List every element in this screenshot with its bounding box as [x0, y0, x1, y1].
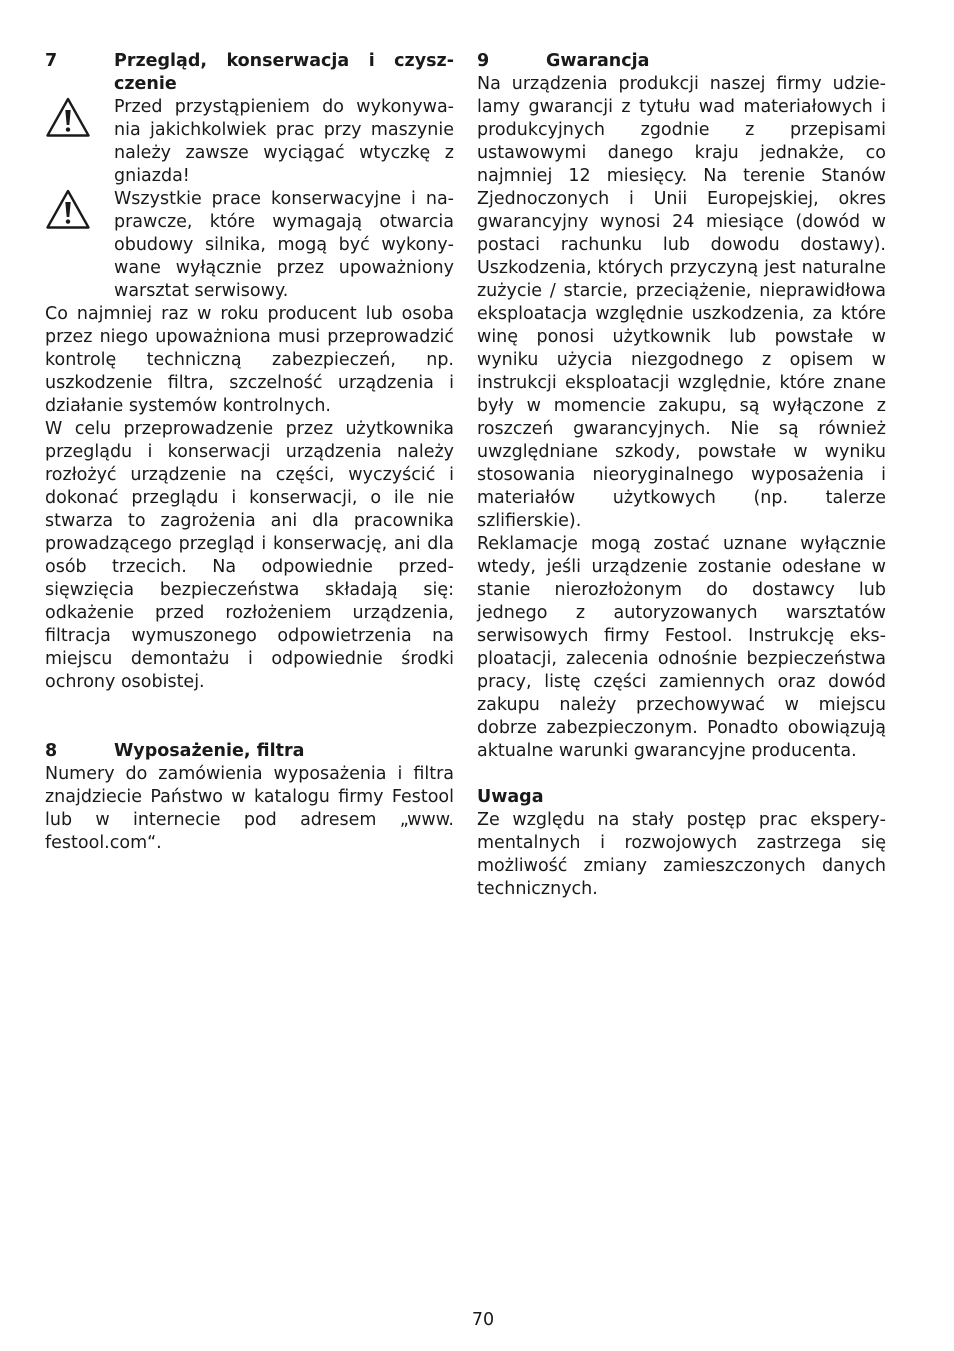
- warning-block-1: [45, 96, 454, 188]
- note-heading: Uwaga: [477, 787, 544, 807]
- page-number: 70: [471, 1310, 495, 1330]
- section-9-paragraph-2: Reklamacje mogą zostać uznane wyłącznie wtedy, jeśli urządzenie zostanie odesłane w stanie nierozłożonym do dostawcy lub jednego z autoryzowanych warsztatów serwisowych firmy Festool. Instrukcję eksploatacji, zalecenia odnośnie bezpieczeństwa pracy, listę części zamiennych oraz dowód zakupu należy przechowywać w miejscu dobrze zabezpieczonym. Ponadto obowiązują aktualne warunki gwarancyjne producenta.: [477, 534, 886, 761]
- section-7-paragraph-2: W celu przeprowadzenie przez użytkownika przeglądu i konserwacji urządzenia należy rozłożyć urządzenie na części, wyczyścić i dokonać przeglądu i konserwacji, o ile nie stwarza to zagrożenia ani dla pracownika prowadzącego przegląd i konserwację, ani dla osób trzecich. Na odpowiednie przedsięwzięcia bezpieczeństwa składają się: odkażenie przed rozłożeniem urządzenia, filtracja wymuszonego odpowietrzenia na miejscu demontażu i odpowiednie środki ochrony osobistej.: [45, 419, 454, 692]
- spacer: [477, 763, 886, 786]
- warning-text-2: Wszystkie prace konserwacyjne i naprawcze, które wymagają otwarcia obudowy silnika, mogą być wykonywane wyłącznie przez upoważniony warsztat serwisowy.: [114, 189, 454, 301]
- warning-triangle-icon: [45, 188, 114, 303]
- section-8-paragraph-1: Numery do zamówienia wyposażenia i filtra znajdziecie Państwo w katalogu firmy Festool lub w internecie pod adresem „www. festool.com“.: [45, 764, 454, 853]
- section-8-number: 8: [45, 741, 58, 761]
- section-9-paragraph-1: Na urządzenia produkcji naszej firmy udzielamy gwarancji z tytułu wad materiałowych i produkcyjnych zgodnie z przepisami ustawowymi danego kraju jednakże, co najmniej 12 miesięcy. Na terenie Stanów Zjednoczonych i Unii Europejskiej, okres gwarancyjny wynosi 24 miesiące (dowód w postaci rachunku lub dowodu dostawy). Uszkodzenia, których przyczyną jest naturalne zużycie / starcie, przeciążenie, nieprawidłowa eksploatacja względnie uszkodzenia, za które winę ponosi użytkownik lub powstałe w wyniku użycia niezgodnego z opisem w instrukcji eksploatacji względnie, które znane były w momencie zakupu, są wyłączone z roszczeń gwarancyjnych. Nie są również uwzględniane szkody, powstałe w wyniku stosowania nieoryginalnego wyposażenia i materiałów użytkowych (np. talerze szlifierskie).: [477, 74, 886, 531]
- section-9-heading: [477, 50, 886, 73]
- left-column: [45, 50, 454, 855]
- warning-triangle-icon: [45, 96, 114, 188]
- spacer: [45, 694, 454, 740]
- warning-text-1: Przed przystąpieniem do wykonywania jakichkolwiek prac przy maszynie należy zawsze wyciągać wtyczkę z gniazda!: [114, 97, 454, 186]
- section-9-title: Gwarancja: [546, 51, 650, 71]
- warning-block-2: [45, 188, 454, 303]
- section-7-paragraph-1: Co najmniej raz w roku producent lub osoba przez niego upoważniona musi przeprowadzić kontrolę techniczną zabezpieczeń, np. uszkodzenie filtra, szczelność urządzenia i działanie systemów kontrolnych.: [45, 304, 454, 416]
- note-paragraph: Ze względu na stały postęp prac eksperymentalnych i rozwojowych zastrzega się możliwość zmiany zamieszczonych danych technicznych.: [477, 810, 886, 899]
- section-9-number: 9: [477, 51, 490, 71]
- section-8-title: Wyposażenie, filtra: [114, 741, 305, 761]
- right-column: [477, 50, 886, 901]
- section-7-title: Przegląd, konserwacja i czyszczenie: [114, 51, 454, 94]
- section-8-heading: [45, 740, 454, 763]
- section-7-heading: [45, 50, 454, 96]
- section-7-number: 7: [45, 51, 58, 71]
